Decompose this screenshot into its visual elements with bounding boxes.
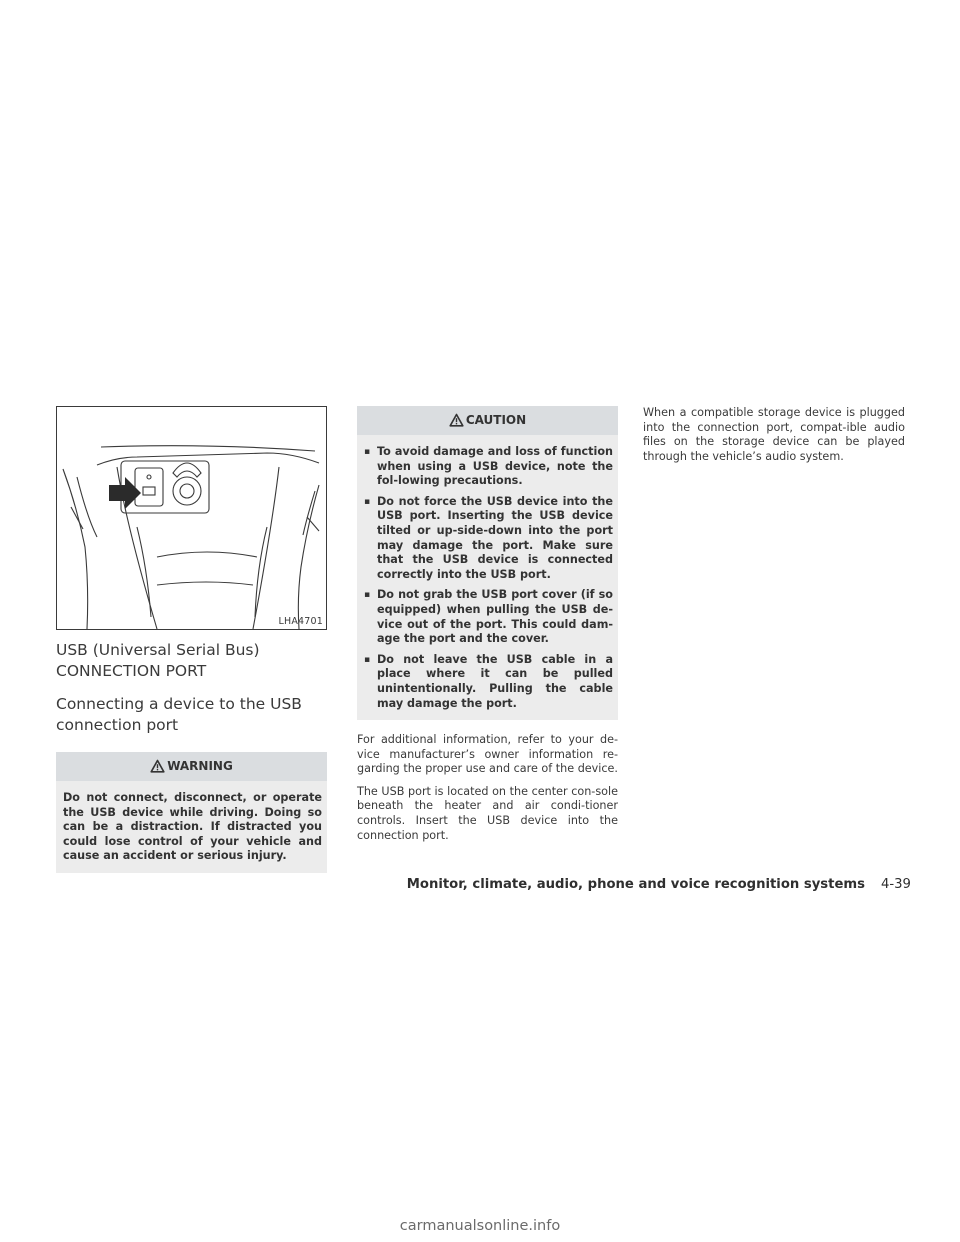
caution-item: ▪ To avoid damage and loss of function when using a USB device, note the fol-lowing precautions. <box>364 445 613 489</box>
middle-column <box>357 406 618 851</box>
caution-item: ▪ Do not force the USB device into the USB port. Inserting the USB device tilted or up-side-down into the port may damage the port. Make sure that the USB device is connected correctly into the USB port. <box>364 495 613 583</box>
warning-text: Do not connect, disconnect, or operate the USB device while driving. Doing so can be a distraction. If distracted you could lose control of your vehicle and cause an accident or serious injury. <box>56 781 327 873</box>
warning-box <box>56 752 327 873</box>
body-paragraph: When a compatible storage device is plugged into the connection port, compat-ible audio files on the storage device can be played through the vehicle’s audio system. <box>643 406 905 463</box>
console-drawing <box>57 407 326 629</box>
right-column <box>643 406 905 472</box>
caution-body <box>357 435 618 720</box>
arrow-indicator <box>109 477 141 509</box>
warning-header <box>56 752 327 781</box>
caution-item: ▪ Do not grab the USB port cover (if so equipped) when pulling the USB de-vice out of the port. This could dam-age the port and the cover. <box>364 588 613 646</box>
watermark-link[interactable]: carmanualsonline.info <box>399 1218 561 1234</box>
caution-list <box>364 445 613 711</box>
caution-header <box>357 406 618 435</box>
warning-label: WARNING <box>167 759 233 773</box>
caution-icon <box>449 413 464 430</box>
caution-label: CAUTION <box>465 413 527 427</box>
subsection-title <box>56 694 327 736</box>
body-paragraph: The USB port is located on the center con-sole beneath the heater and air condi-tioner controls. Insert the USB device into the connection port. <box>357 784 618 842</box>
subsection-title-line1: Connecting a device to the USB <box>56 695 302 713</box>
subsection-title-line2: connection port <box>56 716 179 734</box>
usb-port-illustration <box>56 406 327 630</box>
warning-icon <box>150 759 165 776</box>
left-column <box>56 406 327 873</box>
caution-item: ▪ Do not leave the USB cable in a place where it can be pulled unintentionally. Pulling the cable may damage the port. <box>364 653 613 711</box>
chapter-title: Monitor, climate, audio, phone and voice recognition systems <box>406 877 865 892</box>
section-title-line2: CONNECTION PORT <box>56 662 207 680</box>
page-number: 4-39 <box>881 877 911 892</box>
caution-box <box>357 406 618 720</box>
figure-code: LHA4701 <box>278 616 323 627</box>
section-title <box>56 640 327 682</box>
body-paragraph: For additional information, refer to your de-vice manufacturer’s owner information re-garding the proper use and care of the device. <box>357 733 618 776</box>
page-footer <box>0 877 960 897</box>
section-title-line1: USB (Universal Serial Bus) <box>56 641 260 659</box>
